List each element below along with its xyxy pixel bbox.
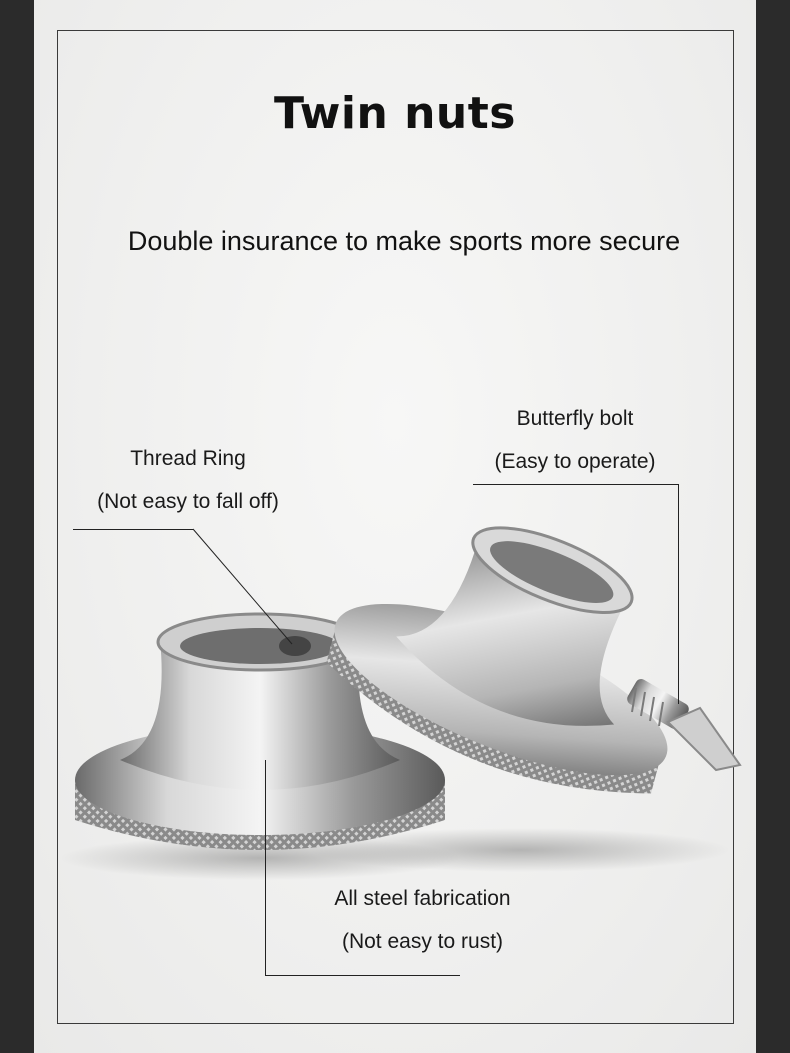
thread-ring-note: (Not easy to fall off) <box>97 490 279 513</box>
thread-ring-label: Thread Ring <box>130 447 246 470</box>
steel-callout-vertical <box>265 760 266 975</box>
butterfly-bolt-callout-drop <box>678 484 679 704</box>
steel-callout-horizontal <box>265 975 460 976</box>
steel-note: (Not easy to rust) <box>341 930 504 953</box>
page-subtitle: Double insurance to make sports more secure <box>127 226 681 256</box>
butterfly-bolt-callout-line <box>473 484 678 485</box>
steel-label: All steel fabrication <box>334 887 511 910</box>
butterfly-bolt-note: (Easy to operate) <box>494 450 656 473</box>
page-title: Twin nuts <box>274 88 516 139</box>
butterfly-bolt-label: Butterfly bolt <box>516 407 634 430</box>
